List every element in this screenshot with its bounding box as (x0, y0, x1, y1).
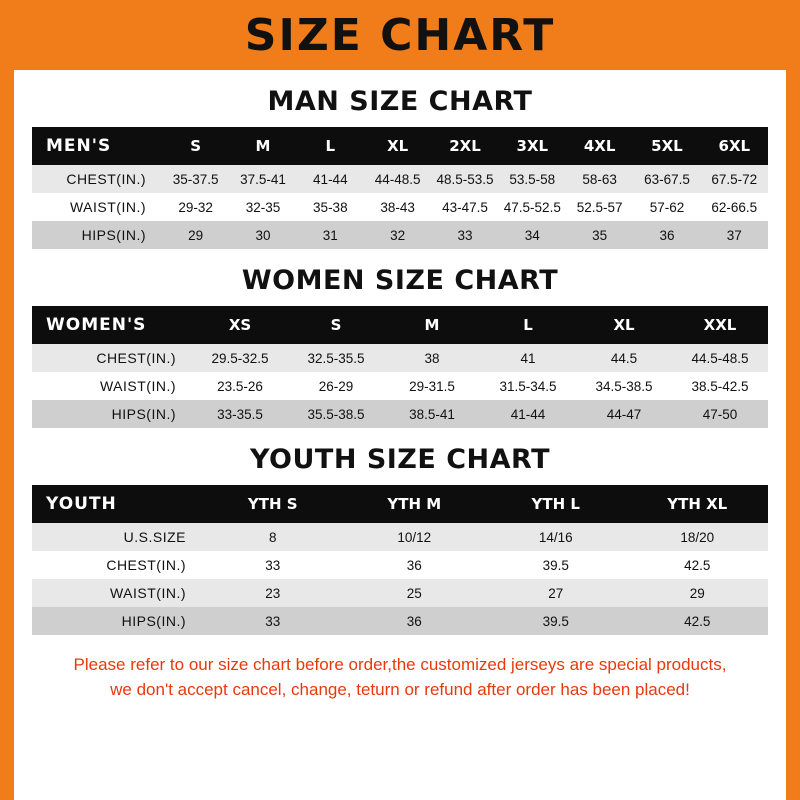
cell: 33-35.5 (192, 400, 288, 428)
cell: 33 (202, 551, 344, 579)
table-row (32, 193, 768, 221)
cell: 67.5-72 (701, 165, 768, 193)
cell: 25 (344, 579, 486, 607)
row-label: WAIST(IN.) (32, 579, 202, 607)
row-label: CHEST(IN.) (32, 344, 192, 372)
men-header-label: MEN'S (32, 127, 162, 165)
men-header-cell: 4XL (566, 127, 633, 165)
men-header-cell: S (162, 127, 229, 165)
cell: 36 (633, 221, 700, 249)
cell: 63-67.5 (633, 165, 700, 193)
cell: 35-38 (297, 193, 364, 221)
cell: 29-32 (162, 193, 229, 221)
cell: 44.5-48.5 (672, 344, 768, 372)
men-size-table (32, 127, 768, 249)
men-header-cell: XL (364, 127, 431, 165)
row-label: HIPS(IN.) (32, 221, 162, 249)
cell: 23 (202, 579, 344, 607)
cell: 36 (344, 607, 486, 635)
page-banner (0, 0, 800, 70)
table-row (32, 400, 768, 428)
youth-section-title: YOUTH SIZE CHART (249, 444, 551, 475)
cell: 52.5-57 (566, 193, 633, 221)
row-label: CHEST(IN.) (32, 165, 162, 193)
cell: 42.5 (627, 607, 769, 635)
cell: 33 (202, 607, 344, 635)
row-label: HIPS(IN.) (32, 400, 192, 428)
cell: 29.5-32.5 (192, 344, 288, 372)
cell: 14/16 (485, 523, 627, 551)
table-row (32, 579, 768, 607)
row-label: WAIST(IN.) (32, 372, 192, 400)
cell: 29 (627, 579, 769, 607)
cell: 38 (384, 344, 480, 372)
women-section-title: WOMEN SIZE CHART (241, 265, 559, 296)
cell: 26-29 (288, 372, 384, 400)
women-header-cell: XS (192, 306, 288, 344)
row-label: HIPS(IN.) (32, 607, 202, 635)
men-header-cell: L (297, 127, 364, 165)
cell: 32-35 (229, 193, 296, 221)
youth-header-cell: YTH S (202, 485, 344, 523)
cell: 42.5 (627, 551, 769, 579)
women-header-cell: XXL (672, 306, 768, 344)
footer-disclaimer (40, 653, 760, 702)
cell: 27 (485, 579, 627, 607)
cell: 37.5-41 (229, 165, 296, 193)
cell: 44-48.5 (364, 165, 431, 193)
men-section-title: MAN SIZE CHART (267, 86, 533, 117)
cell: 35 (566, 221, 633, 249)
cell: 34 (499, 221, 566, 249)
table-row (32, 607, 768, 635)
youth-header-cell: YTH M (344, 485, 486, 523)
page-title: SIZE CHART (244, 9, 556, 61)
men-header-cell: M (229, 127, 296, 165)
men-header-cell: 2XL (431, 127, 498, 165)
row-label: CHEST(IN.) (32, 551, 202, 579)
cell: 44.5 (576, 344, 672, 372)
table-header-row (32, 127, 768, 165)
men-header-cell: 5XL (633, 127, 700, 165)
cell: 34.5-38.5 (576, 372, 672, 400)
youth-header-cell: YTH L (485, 485, 627, 523)
cell: 62-66.5 (701, 193, 768, 221)
cell: 32.5-35.5 (288, 344, 384, 372)
cell: 31 (297, 221, 364, 249)
cell: 47-50 (672, 400, 768, 428)
table-row (32, 523, 768, 551)
men-header-cell: 6XL (701, 127, 768, 165)
cell: 38.5-42.5 (672, 372, 768, 400)
cell: 43-47.5 (431, 193, 498, 221)
cell: 47.5-52.5 (499, 193, 566, 221)
cell: 10/12 (344, 523, 486, 551)
cell: 38-43 (364, 193, 431, 221)
footer-line-2: we don't accept cancel, change, teturn or refund after order has been placed! (110, 679, 690, 699)
table-row (32, 344, 768, 372)
footer-line-1: Please refer to our size chart before order,the customized jerseys are special products, (73, 655, 727, 674)
youth-size-table (32, 485, 768, 635)
cell: 30 (229, 221, 296, 249)
table-header-row (32, 306, 768, 344)
cell: 41-44 (297, 165, 364, 193)
cell: 39.5 (485, 607, 627, 635)
youth-header-label: YOUTH (32, 485, 202, 523)
cell: 41-44 (480, 400, 576, 428)
women-size-table (32, 306, 768, 428)
cell: 35-37.5 (162, 165, 229, 193)
cell: 36 (344, 551, 486, 579)
cell: 44-47 (576, 400, 672, 428)
cell: 38.5-41 (384, 400, 480, 428)
table-row (32, 551, 768, 579)
table-row (32, 221, 768, 249)
youth-header-cell: YTH XL (627, 485, 769, 523)
cell: 41 (480, 344, 576, 372)
cell: 35.5-38.5 (288, 400, 384, 428)
cell: 58-63 (566, 165, 633, 193)
men-header-cell: 3XL (499, 127, 566, 165)
women-header-cell: S (288, 306, 384, 344)
cell: 18/20 (627, 523, 769, 551)
chart-content (14, 86, 786, 702)
women-header-cell: M (384, 306, 480, 344)
cell: 37 (701, 221, 768, 249)
cell: 33 (431, 221, 498, 249)
row-label: WAIST(IN.) (32, 193, 162, 221)
cell: 23.5-26 (192, 372, 288, 400)
cell: 57-62 (633, 193, 700, 221)
cell: 48.5-53.5 (431, 165, 498, 193)
women-header-cell: L (480, 306, 576, 344)
cell: 32 (364, 221, 431, 249)
table-header-row (32, 485, 768, 523)
cell: 8 (202, 523, 344, 551)
women-header-label: WOMEN'S (32, 306, 192, 344)
table-row (32, 165, 768, 193)
cell: 53.5-58 (499, 165, 566, 193)
table-row (32, 372, 768, 400)
women-header-cell: XL (576, 306, 672, 344)
cell: 29-31.5 (384, 372, 480, 400)
row-label: U.S.SIZE (32, 523, 202, 551)
cell: 39.5 (485, 551, 627, 579)
cell: 29 (162, 221, 229, 249)
cell: 31.5-34.5 (480, 372, 576, 400)
